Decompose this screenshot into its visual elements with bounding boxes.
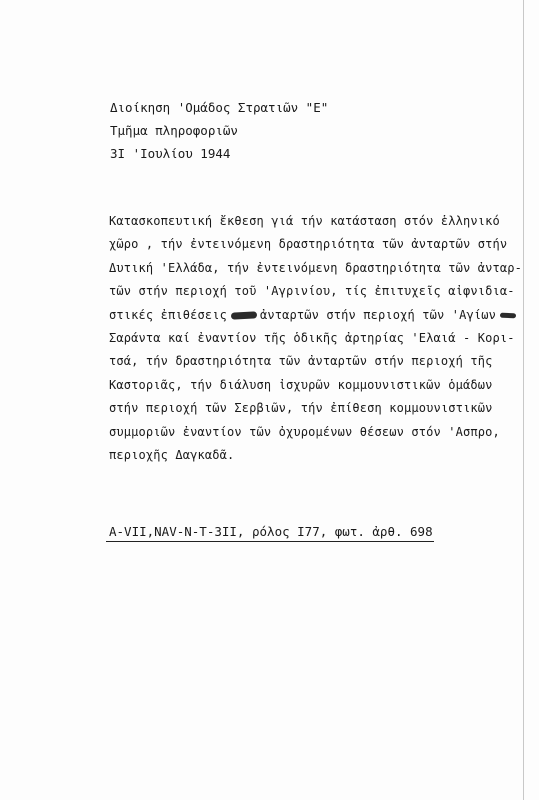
header-command: Διοίκηση 'Ομάδος Στρατιῶν "Ε" xyxy=(110,100,329,115)
body-line: Καστοριᾶς, τήν διάλυση ἰσχυρῶν κομμουνιστικῶν ὁμάδων xyxy=(109,377,493,392)
body-line: χῶρο , τήν ἐντεινόμενη δραστηριότητα τῶν ἀνταρτῶν στήν xyxy=(109,237,508,252)
page-edge-line xyxy=(523,0,524,800)
body-line: τῶν στήν περιοχή τοῦ 'Αγρινίου, τίς ἐπιτυχεῖς αἰφνιδια- xyxy=(109,284,515,299)
body-line: Σαράντα καί ἐναντίον τῆς ὁδικῆς ἀρτηρίας 'Ελαιά - Κορι- xyxy=(109,330,515,345)
body-line: τσά, τήν δραστηριότητα τῶν ἀνταρτῶν στήν περιοχή τῆς xyxy=(109,354,493,369)
body-line: Δυτική 'Ελλάδα, τήν ἐντεινόμενη δραστηριότητα τῶν ἀνταρ- xyxy=(109,260,522,275)
report-summary xyxy=(109,210,522,467)
body-line-with-redactions xyxy=(109,304,519,327)
body-line-segment: στικές ἐπιθέσεις xyxy=(109,307,227,322)
body-line: συμμοριῶν ἐναντίον τῶν ὀχυρομένων θέσεων στόν 'Ασπρο, xyxy=(109,424,500,439)
redaction-mark xyxy=(231,311,257,319)
reference-underline xyxy=(106,541,434,542)
body-line-segment: ἀνταρτῶν στήν περιοχή τῶν 'Αγίων xyxy=(260,307,496,322)
header-date: 3Ι 'Ιουλίου 1944 xyxy=(110,146,231,161)
archive-reference: A-VII,NAV-N-T-3II, ρόλος I77, φωτ. ἀρθ. 698 xyxy=(109,524,433,539)
body-line: Κατασκοπευτική ἔκθεση γιά τήν κατάσταση στόν ἑλληνικό xyxy=(109,214,500,228)
redaction-mark xyxy=(500,312,516,318)
header-department: Τμῆμα πληροφοριῶν xyxy=(110,123,238,138)
body-line: στήν περιοχή τῶν Σερβιῶν, τήν ἐπίθεση κομμουνιστικῶν xyxy=(109,401,493,416)
body-line: περιοχῆς Δαγκαδᾶ. xyxy=(109,447,235,462)
document-header xyxy=(110,96,510,165)
